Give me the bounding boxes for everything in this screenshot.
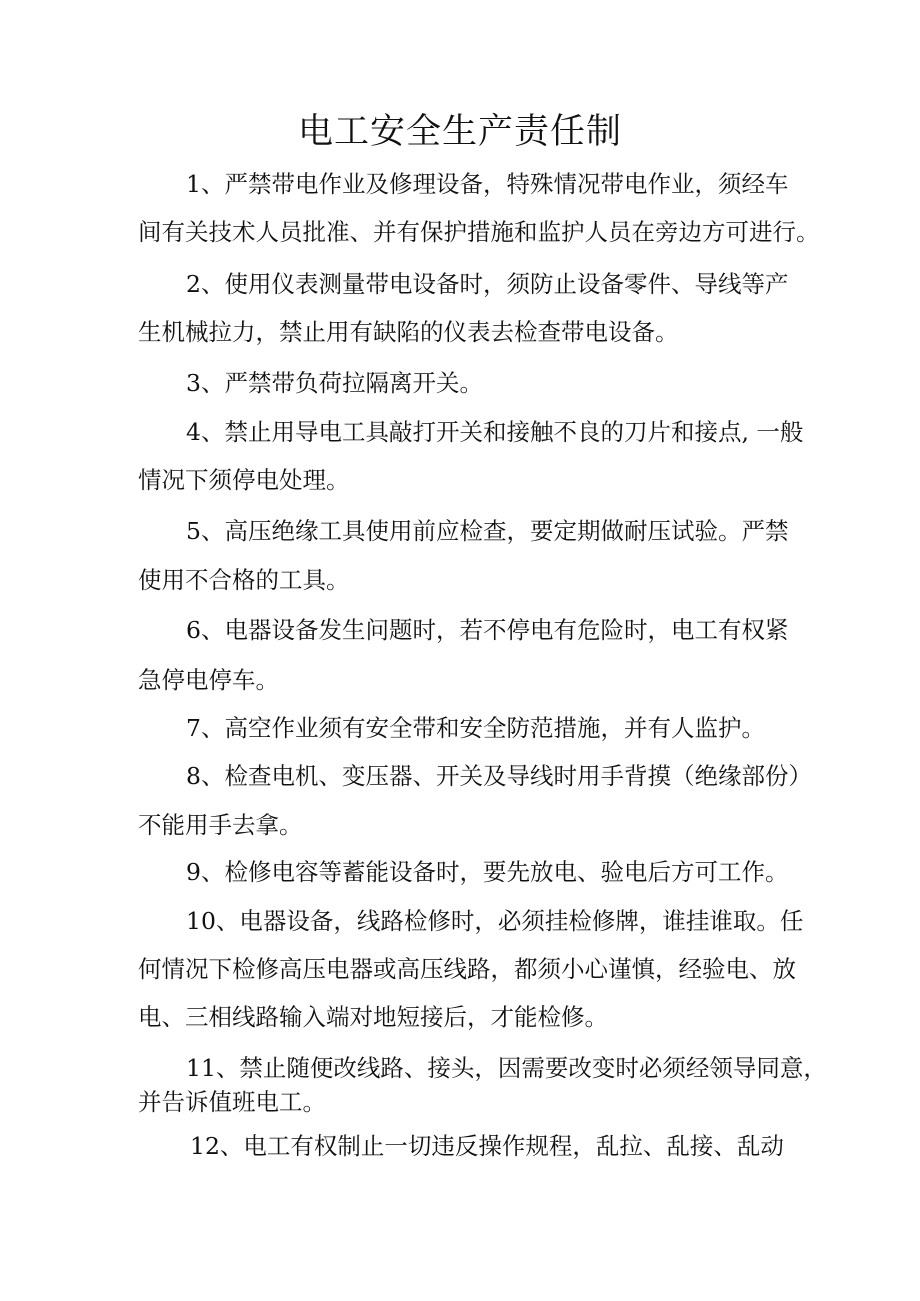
document-title: 电工安全生产责任制 bbox=[297, 112, 622, 152]
paragraph-line: 2、使用仪表测量带电设备时，须防止设备零件、导线等产 bbox=[186, 270, 789, 298]
paragraph-line: 情况下须停电处理。 bbox=[138, 466, 350, 494]
paragraph-line: 12、电工有权制止一切违反操作规程，乱拉、乱接、乱动 bbox=[190, 1132, 784, 1160]
paragraph-line: 8、检查电机、变压器、开关及导线时用手背摸（绝缘部份） bbox=[186, 762, 812, 790]
paragraph-line: 3、严禁带负荷拉隔离开关。 bbox=[186, 369, 483, 397]
paragraph-line: 9、检修电容等蓄能设备时，要先放电、验电后方可工作。 bbox=[186, 858, 789, 886]
paragraph-line: 5、高压绝缘工具使用前应检查，要定期做耐压试验。严禁 bbox=[186, 517, 789, 545]
paragraph-line: 并告诉值班电工。 bbox=[138, 1088, 326, 1116]
paragraph-line: 6、电器设备发生问题时，若不停电有危险时，电工有权紧 bbox=[186, 616, 789, 644]
paragraph-line: 1、严禁带电作业及修理设备，特殊情况带电作业，须经车 bbox=[186, 170, 789, 198]
paragraph-line: 不能用手去拿。 bbox=[138, 811, 303, 839]
paragraph-line: 4、禁止用导电工具敲打开关和接触不良的刀片和接点, 一般 bbox=[186, 418, 804, 446]
paragraph-line: 11、禁止随便改线路、接头，因需要改变时必须经领导同意， bbox=[186, 1054, 827, 1082]
paragraph-line: 7、高空作业须有安全带和安全防范措施，并有人监护。 bbox=[186, 714, 765, 742]
paragraph-line: 生机械拉力，禁止用有缺陷的仪表去检查带电设备。 bbox=[138, 318, 679, 346]
paragraph-line: 何情况下检修高压电器或高压线路，都须小心谨慎，经验电、放 bbox=[138, 955, 796, 983]
paragraph-line: 急停电停车。 bbox=[138, 666, 279, 694]
paragraph-line: 电、三相线路输入端对地短接后，才能检修。 bbox=[138, 1003, 608, 1031]
paragraph-line: 10、电器设备，线路检修时，必须挂检修牌，谁挂谁取。任 bbox=[186, 907, 804, 935]
paragraph-line: 间有关技术人员批准、并有保护措施和监护人员在旁边方可进行。 bbox=[138, 218, 820, 246]
paragraph-line: 使用不合格的工具。 bbox=[138, 566, 350, 594]
